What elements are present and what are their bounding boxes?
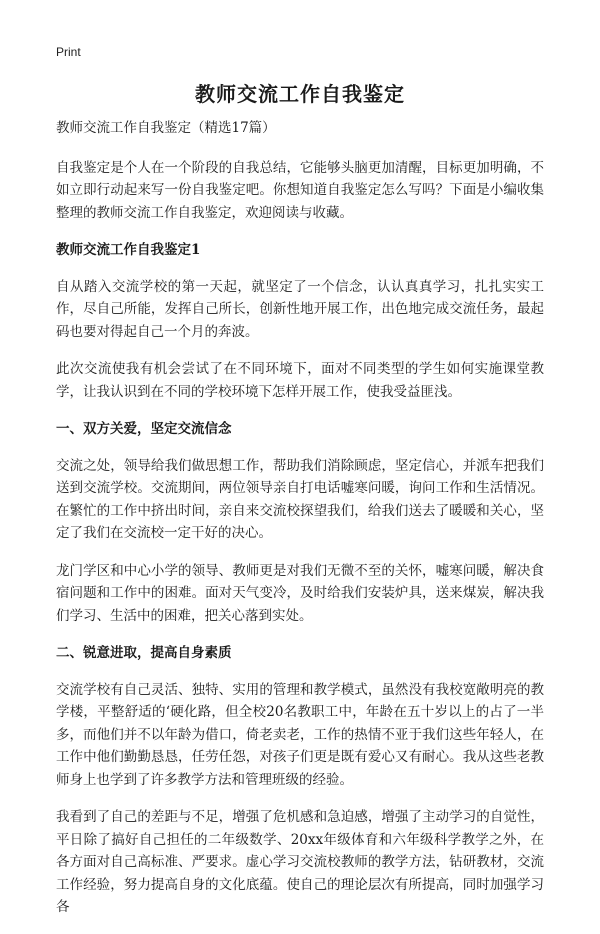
- intro-paragraph: 自我鉴定是个人在一个阶段的自我总结，它能够头脑更加清醒，目标更加明确，不如立即行动起来写一份自我鉴定吧。你想知道自我鉴定怎么写吗？下面是小编收集整理的教师交流工作自我鉴定，欢迎阅读与收藏。: [56, 159, 544, 221]
- paragraph-5: 交流学校有自己灵活、独特、实用的管理和教学模式，虽然没有我校宽敞明亮的教学楼，平整舒适的‘硬化路，但全校20名教职工中，年龄在五十岁以上的占了一半多，而他们并不以年龄为借口，倚老卖老，工作的热情不亚于我们这些年轻人，在工作中他们勤勤恳恳，任劳任怨，对孩子们更是既有爱心又有耐心。我从这些老教师身上也学到了许多教学方法和管理班级的经验。: [56, 681, 544, 788]
- paragraph-2: 此次交流使我有机会尝试了在不同环境下，面对不同类型的学生如何实施课堂教学，让我认识到在不同的学校环境下怎样开展工作，使我受益匪浅。: [56, 361, 544, 400]
- document-subtitle: 教师交流工作自我鉴定（精选17篇）: [56, 120, 276, 136]
- paragraph-4: 龙门学区和中心小学的领导、教师更是对我们无微不至的关怀，嘘寒问暖，解决食宿问题和工作中的困难。面对天气变冷，及时给我们安装炉具，送来煤炭，解决我们学习、生活中的困难，把关心落到实处。: [56, 562, 544, 624]
- document-title: 教师交流工作自我鉴定: [195, 82, 405, 106]
- document-body: [56, 117, 544, 934]
- section-heading-1: 教师交流工作自我鉴定1: [56, 242, 201, 258]
- paragraph-3: 交流之处，领导给我们做思想工作，帮助我们消除顾虑，坚定信心，并派车把我们送到交流学校。交流期间，两位领导亲自打电话嘘寒问暖，询问工作和生活情况。在繁忙的工作中挤出时间，亲自来交流校探望我们，给我们送去了暖暖和关心，坚定了我们在交流校一定干好的决心。: [56, 457, 544, 541]
- subsection-heading-a: 一、双方关爱，坚定交流信念: [56, 421, 232, 437]
- paragraph-6: 我看到了自己的差距与不足，增强了危机感和急迫感，增强了主动学习的自觉性，平日除了搞好自己担任的二年级数学、20xx年级体育和六年级科学教学之外，在各方面对自己高标准、严要求。虚心学习交流校教师的教学方法，钻研教材，交流工作经验，努力提高自身的文化底蕴。使自己的理论层次有所提高，同时加强学习各: [56, 809, 544, 915]
- paragraph-1: 自从踏入交流学校的第一天起，就坚定了一个信念，认认真真学习，扎扎实实工作，尽自己所能，发挥自己所长，创新性地开展工作，出色地完成交流任务，最起码也要对得起自己一个月的奔波。: [56, 278, 544, 340]
- print-link[interactable]: Print: [56, 45, 81, 59]
- subsection-heading-b: 二、锐意进取，提高自身素质: [56, 645, 232, 661]
